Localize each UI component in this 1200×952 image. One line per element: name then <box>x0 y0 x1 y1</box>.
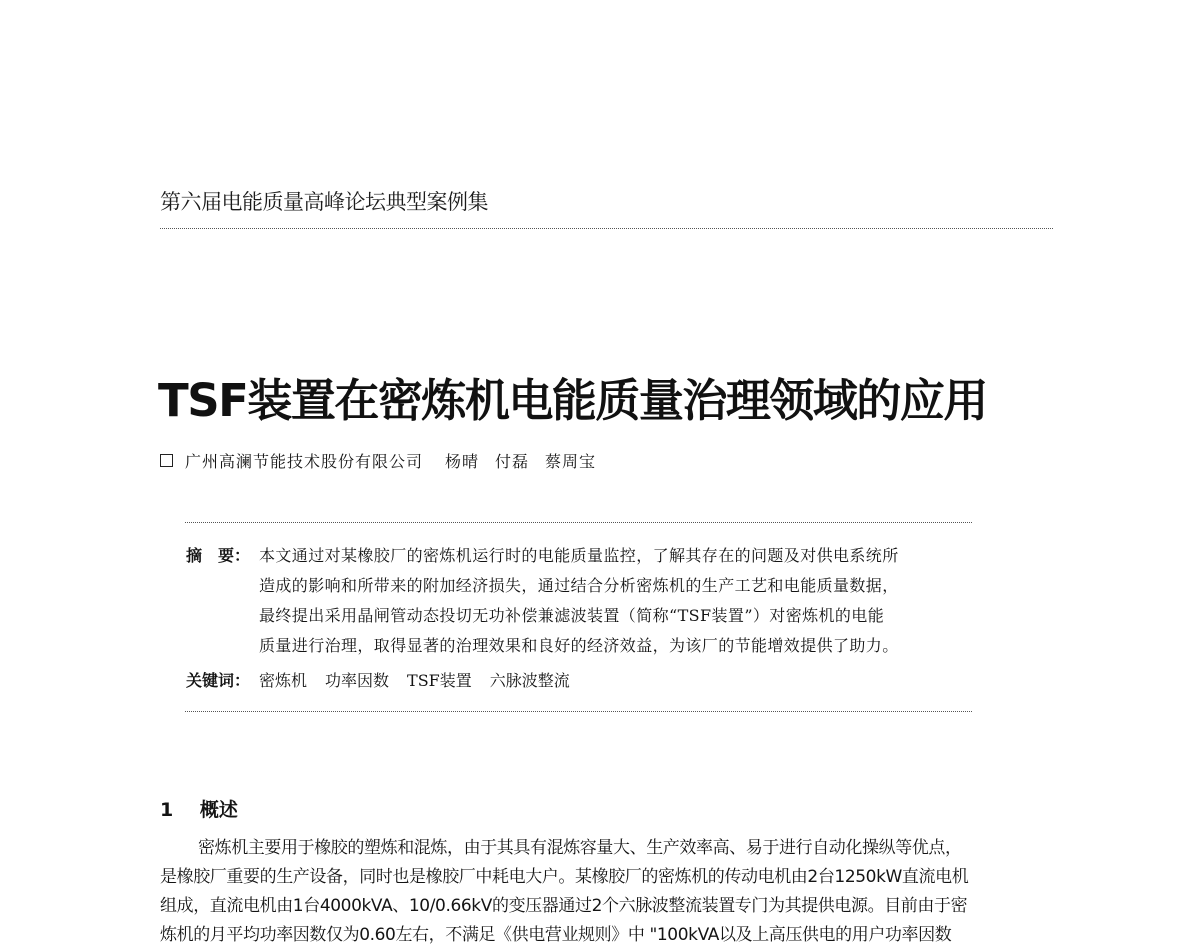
section-title: 概述 <box>199 799 238 821</box>
abstract-line: 本文通过对某橡胶厂的密炼机运行时的电能质量监控，了解其存在的问题及对供电系统所 <box>259 546 899 565</box>
keywords <box>186 668 588 691</box>
keyword: 六脉波整流 <box>489 671 570 690</box>
abstract-top-divider <box>185 522 972 523</box>
byline <box>160 449 612 472</box>
body-paragraph <box>160 834 1055 950</box>
abstract-line: 质量进行治理，取得显著的治理效果和良好的经济效益，为该厂的节能增效提供了助力。 <box>259 636 899 655</box>
keyword: 功率因数 <box>325 671 390 690</box>
header-divider <box>160 228 1053 229</box>
keywords-label: 关键词： <box>186 671 251 690</box>
square-bullet-icon <box>160 454 173 467</box>
body-line: 是橡胶厂重要的生产设备，同时也是橡胶厂中耗电大户。某橡胶厂的密炼机的传动电机由2台1250kW直流电机 <box>160 867 969 887</box>
section-number: 1 <box>160 799 174 821</box>
abstract-bottom-divider <box>185 711 972 712</box>
keyword: 密炼机 <box>259 671 308 690</box>
section-heading <box>160 795 238 822</box>
abstract-label: 摘 要： <box>186 546 251 565</box>
keyword: TSF装置 <box>407 671 472 690</box>
body-line: 密炼机主要用于橡胶的塑炼和混炼，由于其具有混炼容量大、生产效率高、易于进行自动化操纵等优点， <box>198 838 962 858</box>
author-name: 付磊 <box>495 452 530 471</box>
article-title: TSF装置在密炼机电能质量治理领域的应用 <box>158 374 987 427</box>
body-line: 组成，直流电机由1台4000kVA、10/0.66kV的变压器通过2个六脉波整流装置专门为其提供电源。目前由于密 <box>160 896 968 916</box>
author-name: 杨晴 <box>445 452 480 471</box>
abstract-line: 造成的影响和所带来的附加经济损失，通过结合分析密炼机的生产工艺和电能质量数据， <box>259 576 899 595</box>
body-line: 炼机的月平均功率因数仅为0.60左右，不满足《供电营业规则》中 "100kVA以及上高压供电的用户功率因数 <box>160 925 952 945</box>
author-name: 蔡周宝 <box>545 452 597 471</box>
running-header: 第六届电能质量高峰论坛典型案例集 <box>160 190 488 214</box>
author-organization: 广州高澜节能技术股份有限公司 <box>185 452 424 471</box>
abstract-line: 最终提出采用晶闸管动态投切无功补偿兼滤波装置（简称“TSF装置”）对密炼机的电能 <box>259 606 885 625</box>
